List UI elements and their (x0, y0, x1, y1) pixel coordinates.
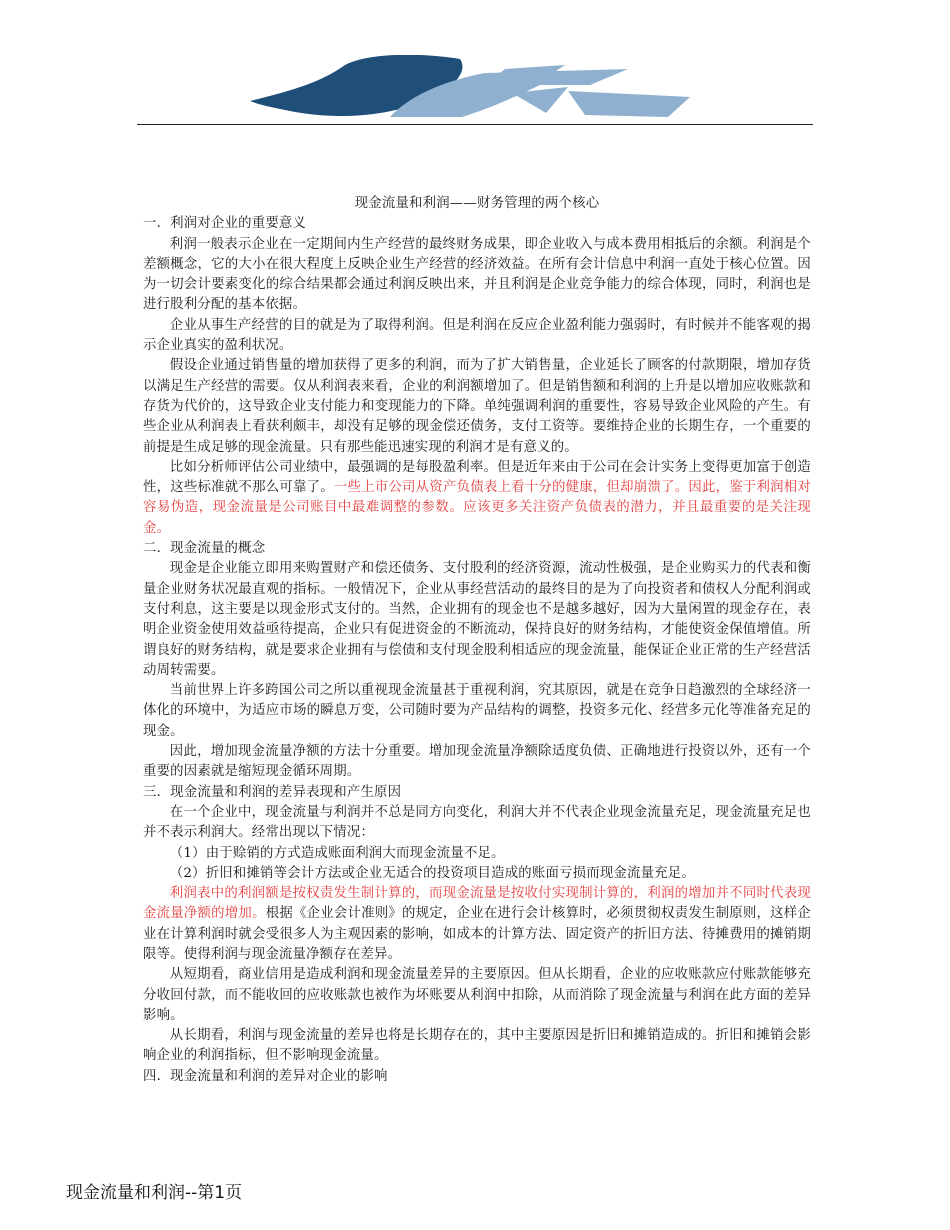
paragraph (143, 458, 811, 539)
text-run: 在一个企业中，现金流量与利润并不总是同方向变化，利润大并不代表企业现金流量充足，现金流量充足也并不表示利润大。经常出现以下情况： (143, 804, 811, 841)
text-run: 因此，增加现金流量净额的方法十分重要。增加现金流量净额除适度负债、正确地进行投资以外，还有一个重要的因素就是缩短现金循环周期。 (143, 744, 811, 780)
paragraph (143, 803, 811, 844)
paragraph (143, 356, 811, 457)
text-run: 从短期看，商业信用是造成利润和现金流量差异的主要原因。但从长期看，企业的应收账款应付账款能够充分收回付款，而不能收回的应收账款也被作为坏账要从利润中扣除，从而消除了现金流量与利润在此方面的差异影响。 (143, 967, 811, 1023)
section-heading: 一．利润对企业的重要意义 (143, 216, 307, 232)
paragraph (143, 681, 811, 742)
document-body (143, 194, 811, 1087)
paragraph (143, 965, 811, 1026)
document-title: 现金流量和利润——财务管理的两个核心 (354, 196, 600, 211)
page-footer: 现金流量和利润--第1页 (66, 1183, 243, 1203)
highlighted-text: 一些上市公司从资产负债表上看十分的健康，但却崩溃了。因此，鉴于利润相对容易伪造，现金流量是公司账目中最难调整的参数。应该更多关注资产负债表的潜力，并且最重要的是关注现金。 (143, 480, 811, 536)
wave-logo-icon (250, 55, 690, 120)
highlighted-text: 利润表中的利润额是按权责发生制计算的，而现金流量是按收付实现制计算的，利润的增加并不同时代表现金流量净额的增加。 (143, 886, 811, 922)
paragraph (143, 742, 811, 783)
section-heading: 四．现金流量和利润的差异对企业的影响 (143, 1068, 388, 1084)
text-run: 根据《企业会计准则》的规定，企业在进行会计核算时，必须贯彻权责发生制原则，这样企业在计算利润时就会受很多人为主观因素的影响，如成本的计算方法、固定资产的折旧方法、待摊费用的摊销期限等。使得利润与现金流量净额存在差异。 (143, 906, 811, 962)
section-heading: 三．现金流量和利润的差异表现和产生原因 (143, 784, 402, 800)
paragraph (143, 1026, 811, 1067)
list-item: （2）折旧和摊销等会计方法或企业无适合的投资项目造成的账面亏损而现金流量充足。 (169, 865, 695, 881)
text-run: 当前世界上许多跨国公司之所以重视现金流量甚于重视利润，究其原因，就是在竞争日趋激烈的全球经济一体化的环境中，为适应市场的瞬息万变，公司随时要为产品结构的调整，投资多元化、经营多元化等准备充足的现金。 (143, 683, 811, 739)
list-item: （1）由于赊销的方式造成账面利润大而现金流量不足。 (169, 845, 505, 861)
section-heading: 二．现金流量的概念 (143, 541, 266, 557)
text-run: 假设企业通过销售量的增加获得了更多的利润，而为了扩大销售量，企业延长了顾客的付款期限，增加存货以满足生产经营的需要。仅从利润表来看，企业的利润额增加了。但是销售额和利润的上升是以增加应收账款和存货为代价的，这导致企业支付能力和变现能力的下降。单纯强调利润的重要性，容易导致企业风险的产生。有些企业从利润表上看获利颇丰，却没有足够的现金偿还债务，支付工资等。要维持企业的长期生存，一个重要的前提是生成足够的现金流量。只有那些能迅速实现的利润才是有意义的。 (143, 358, 811, 455)
text-run: 现金是企业能立即用来购置财产和偿还债务、支付股利的经济资源，流动性极强，是企业购买力的代表和衡量企业财务状况最直观的指标。一般情况下，企业从事经营活动的最终目的是为了向投资者和债权人分配利润或支付利息，这主要是以现金形式支付的。当然，企业拥有的现金也不是越多越好，因为大量闲置的现金存在，表明企业资金使用效益亟待提高，企业只有促进资金的不断流动，保持良好的财务结构，才能使资金保值增值。所谓良好的财务结构，就是要求企业拥有与偿债和支付现金股利相适应的现金流量，能保证企业正常的生产经营活动周转需要。 (143, 561, 811, 678)
text-run: 从长期看，利润与现金流量的差异也将是长期存在的，其中主要原因是折旧和摊销造成的。折旧和摊销会影响企业的利润指标，但不影响现金流量。 (143, 1028, 811, 1064)
logo-light-stroke-3 (568, 91, 690, 117)
text-run: 利润一般表示企业在一定期间内生产经营的最终财务成果，即企业收入与成本费用相抵后的余额。利润是个差额概念，它的大小在很大程度上反映企业生产经营的经济效益。在所有会计信息中利润一直处于核心位置。因为一切会计要素变化的综合结果都会通过利润反映出来，并且利润是企业竞争能力的综合体现，同时，利润也是进行股利分配的基本依据。 (143, 236, 811, 313)
paragraph (143, 559, 811, 681)
text-run: 企业从事生产经营的目的就是为了取得利润。但是利润在反应企业盈利能力强弱时，有时候并不能客观的揭示企业真实的盈利状况。 (143, 317, 811, 354)
paragraph (143, 235, 811, 316)
header-rule (137, 124, 813, 125)
paragraph (143, 884, 811, 965)
text-run: 比如分析师评估公司业绩中，最强调的是每股盈利率。但是近年来由于公司在会计实务上变得更加富于创造性，这些标准就不那么可靠了。 (143, 459, 811, 496)
paragraph (143, 316, 811, 357)
